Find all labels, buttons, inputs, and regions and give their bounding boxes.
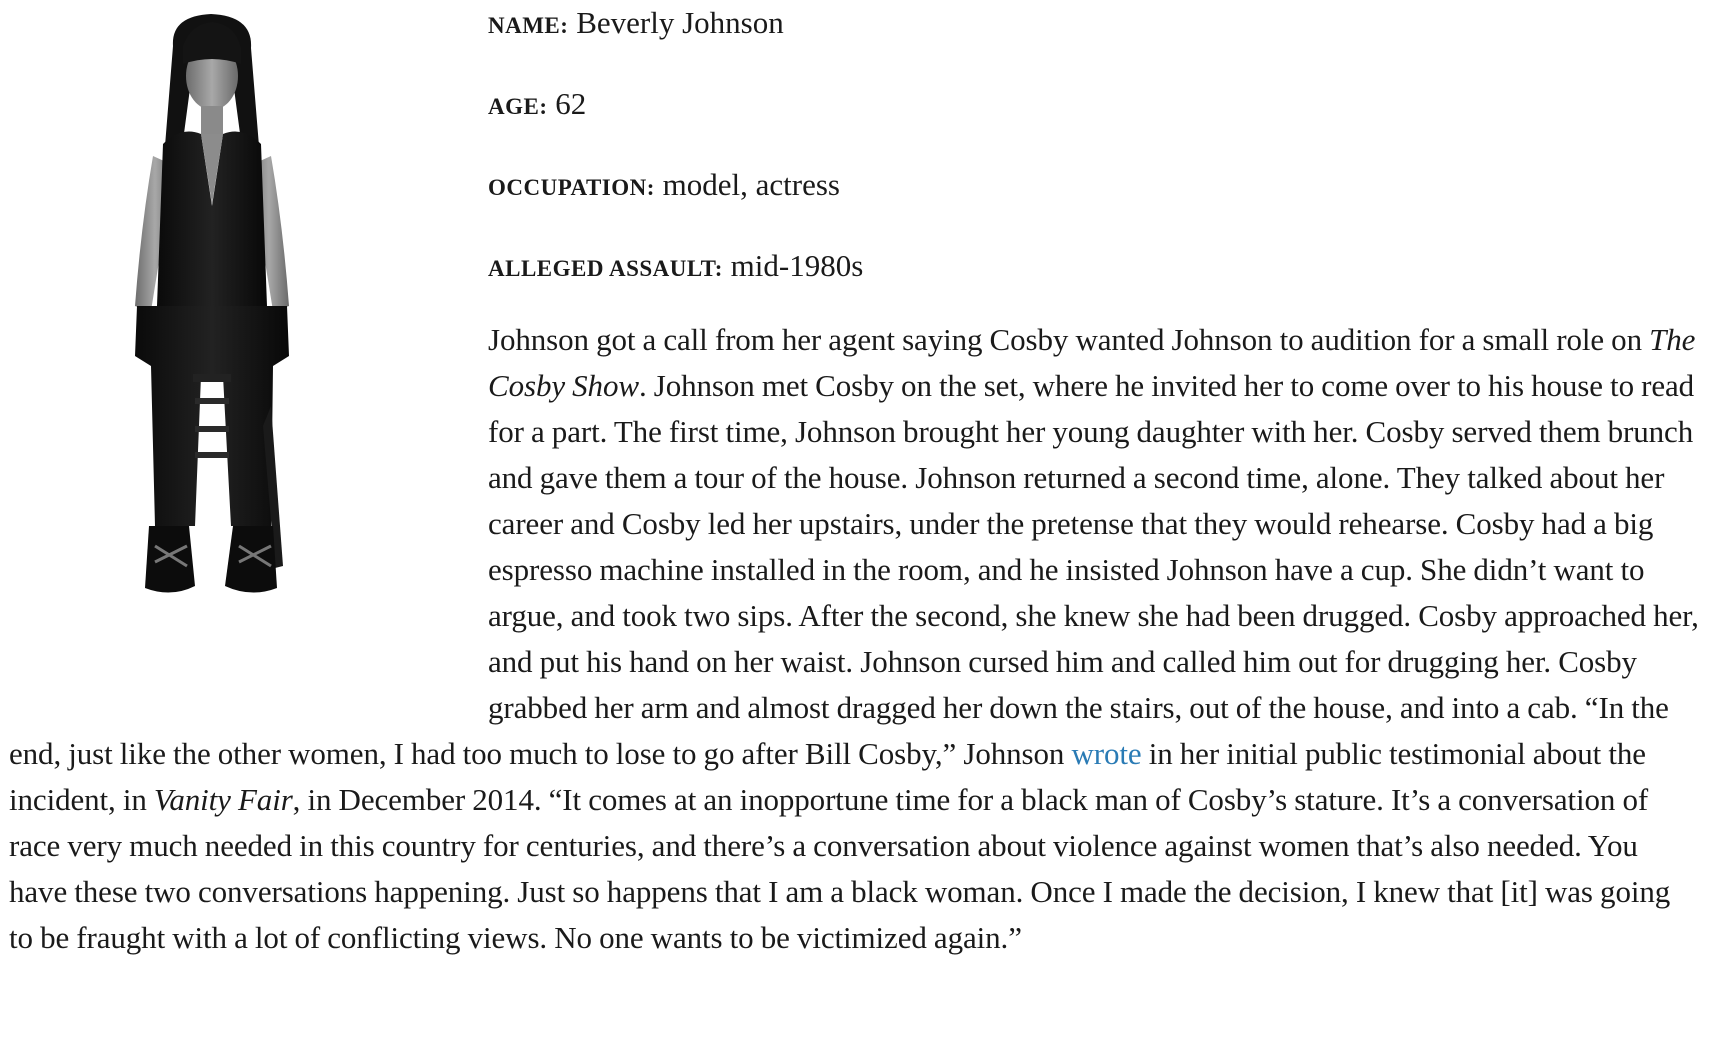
age-value: 62 [555, 86, 587, 121]
show-title: The Cosby Show [488, 322, 1696, 403]
seated-woman-photo [111, 6, 321, 656]
article [9, 0, 1699, 961]
magazine-title: Vanity Fair [153, 782, 293, 817]
age-label: AGE: [488, 94, 548, 119]
paragraph-text-4: , in December 2014. “It comes at an inopportune time for a black man of Cosby’s stature. It’s a conversation of race very much needed in this country for centuries, and there’s a conversation about violence against women that’s also needed. You have these two conversations happening. Just so happens that I am a black woman. Once I made the decision, I knew that [it] was going to be fraught with a lot of conflicting views. No one wants to be victimized again.” [9, 782, 1671, 955]
portrait-photo [9, 0, 436, 700]
name-label: NAME: [488, 13, 569, 38]
name-value: Beverly Johnson [576, 5, 784, 40]
paragraph-text-1: Johnson got a call from her agent saying Cosby wanted Johnson to audition for a small role on [488, 322, 1650, 357]
wrote-link[interactable]: wrote [1071, 736, 1142, 771]
alleged-assault-value: mid-1980s [730, 248, 864, 283]
occupation-label: OCCUPATION: [488, 175, 655, 200]
occupation-value: model, actress [662, 167, 840, 202]
paragraph-text-3: in her initial public testimonial about the incident, in [9, 736, 1646, 817]
alleged-assault-label: ALLEGED ASSAULT: [488, 256, 723, 281]
paragraph-text-2: . Johnson met Cosby on the set, where he invited her to come over to his house to read for a part. The first time, Johnson brought her young daughter with her. Cosby served them brunch and gave them a tour of the house. Johnson returned a second time, alone. They talked about her career and Cosby led her upstairs, under the pretense that they would rehearse. Cosby had a big espresso machine installed in the room, and he insisted Johnson have a cup. She didn’t want to argue, and took two sips. After the second, she knew she had been drugged. Cosby approached her, and put his hand on her waist. Johnson cursed him and called him out for drugging her. Cosby grabbed her arm and almost dragged her down the stairs, out of the house, and into a cab. “In the end, just like the other women, I had too much to lose to go after Bill Cosby,” Johnson [9, 368, 1699, 771]
